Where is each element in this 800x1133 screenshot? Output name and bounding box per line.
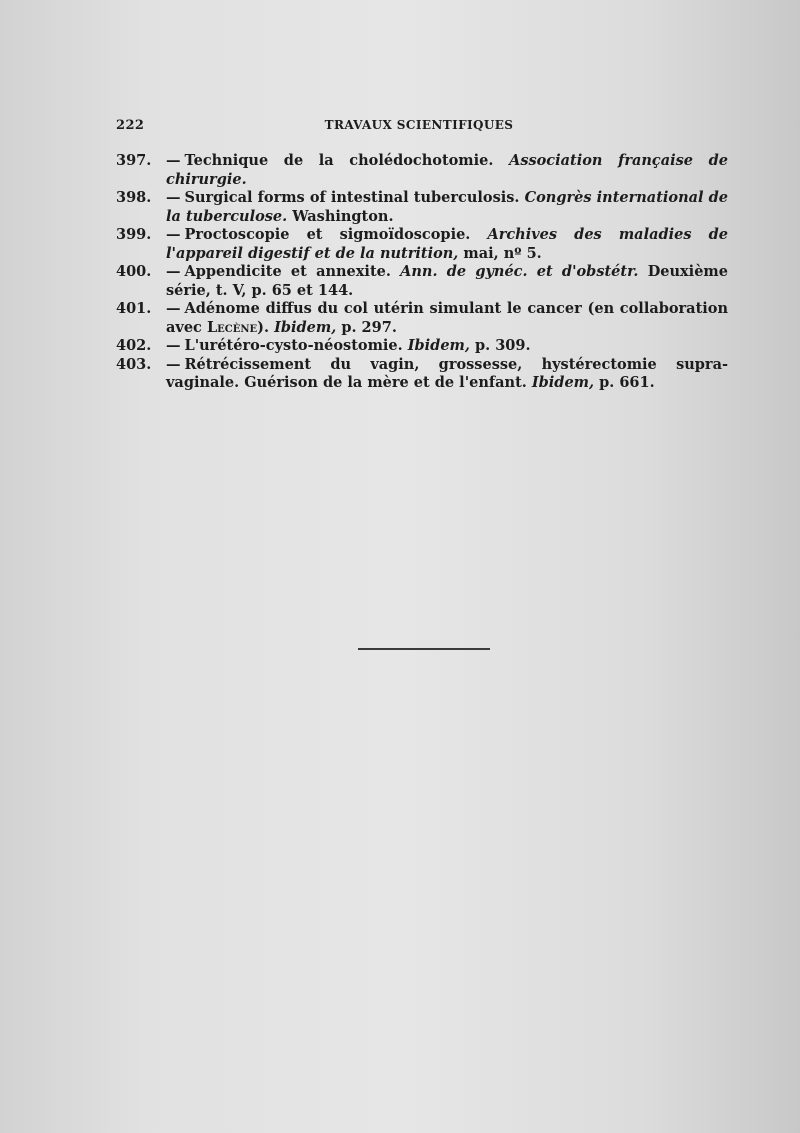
entry-dash: —: [166, 300, 181, 317]
entry-source: Association française de chirurgie.: [166, 152, 729, 188]
page-title: TRAVAUX SCIENTIFIQUES: [324, 118, 514, 132]
bibliography-list: [116, 152, 728, 393]
entry-source: Ibidem,: [531, 374, 595, 391]
entry-details: p. 661.: [594, 374, 655, 391]
entry-number: 403.: [116, 355, 152, 373]
bibliography-entry: [116, 300, 728, 337]
entry-details: p. 297.: [336, 318, 397, 336]
entry-title: L'urétéro-cysto-néostomie.: [184, 337, 408, 354]
entry-number: 402.: [116, 337, 152, 354]
entry-title: Proctoscopie et sigmoïdoscopie.: [184, 226, 488, 243]
bibliography-entry: [116, 356, 728, 393]
bibliography-entry: [116, 337, 728, 356]
entry-details: Washington.: [287, 207, 394, 225]
entry-dash: —: [166, 226, 181, 243]
entry-source: Ibidem,: [274, 318, 337, 336]
entry-dash: —: [166, 189, 181, 206]
bibliography-entry: [116, 226, 728, 263]
entry-title: Surgical forms of intestinal tuberculosis.: [184, 189, 525, 206]
entry-number: 398.: [116, 189, 152, 206]
entry-source: Archives des maladies de l'appareil digestif et de la nutrition,: [166, 226, 728, 262]
entry-title: Technique de la cholédochotomie.: [184, 152, 510, 169]
bibliography-entry: [116, 263, 728, 300]
section-divider: [358, 648, 490, 650]
entry-coauthor: Lecène: [206, 318, 258, 336]
entry-number: 399.: [116, 226, 152, 243]
entry-title: Appendicite et annexite.: [184, 263, 401, 280]
entry-dash: —: [166, 152, 181, 169]
entry-title-end: ).: [257, 318, 275, 336]
entry-details: Deuxième série, t. V, p. 65 et 144.: [166, 263, 728, 299]
entry-number: 401.: [116, 300, 152, 317]
bibliography-entry: [116, 189, 728, 226]
entry-details: mai, nº 5.: [458, 244, 542, 262]
entry-source: Ann. de gynéc. et d'obstétr.: [400, 263, 639, 280]
entry-dash: —: [166, 355, 181, 373]
entry-title: Adénome diffus du col utérin simulant le cancer (en collaboration avec: [166, 300, 728, 336]
entry-details: p. 309.: [469, 337, 531, 354]
entry-source: Ibidem,: [407, 337, 470, 354]
entry-source: Congrès international de la tuberculose.: [166, 189, 729, 225]
page-number: 222: [116, 118, 145, 133]
entry-number: 397.: [116, 152, 152, 169]
entry-title: Rétrécissement du vagin, grossesse, hystérectomie supra-vaginale. Guérison de la mère et de l'enfant.: [166, 355, 728, 391]
entry-dash: —: [166, 337, 181, 354]
entry-dash: —: [166, 263, 181, 280]
bibliography-entry: [116, 152, 728, 189]
entry-number: 400.: [116, 263, 152, 280]
